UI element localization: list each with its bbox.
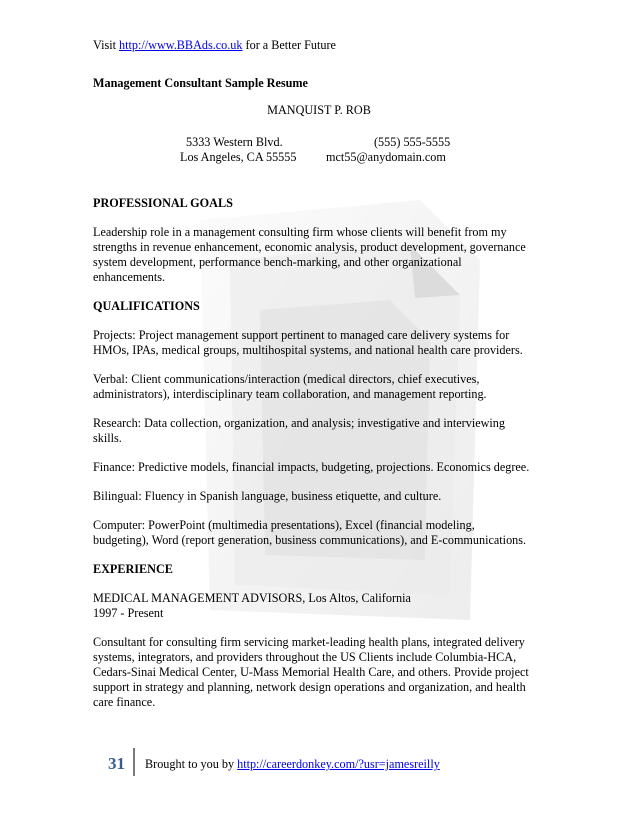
visit-prefix: Visit (93, 38, 120, 52)
document-title: Management Consultant Sample Resume (93, 76, 308, 90)
footer-credit-prefix: Brought to you by (145, 757, 238, 771)
qualification-computer: Computer: PowerPoint (multimedia presentations), Excel (financial modeling, budgeting), Word (report generation, business communications), and E-communications. (93, 518, 527, 547)
professional-goals-text: Leadership role in a management consulting firm whose clients will benefit from my strengths in revenue enhancement, economic analysis, product development, governance system development, performance bench-marking, and other organizational enhancements. (93, 225, 526, 284)
phone-number: (555) 555-5555 (374, 135, 451, 149)
qualification-verbal: Verbal: Client communications/interaction (medical directors, chief executives, administrators), interdisciplinary team collaboration, and management reporting. (93, 372, 487, 401)
visit-suffix: for a Better Future (242, 38, 336, 52)
qualification-bilingual: Bilingual: Fluency in Spanish language, business etiquette, and culture. (93, 489, 442, 503)
qualification-research: Research: Data collection, organization, and analysis; investigative and interviewing skills. (93, 416, 505, 445)
employer-and-dates: MEDICAL MANAGEMENT ADVISORS, Los Altos, California 1997 - Present (93, 591, 411, 620)
qualification-finance: Finance: Predictive models, financial impacts, budgeting, projections. Economics degree. (93, 460, 530, 474)
professional-goals-heading: PROFESSIONAL GOALS (93, 196, 233, 210)
resume-body (93, 196, 553, 724)
footer-divider (133, 748, 135, 776)
page-number: 31 (108, 754, 125, 773)
experience-description: Consultant for consulting firm servicing market-leading health plans, integrated delivery systems, integrators, and providers throughout the US Clients include Columbia-HCA, Cedars-Sinai Medical Center, U-Mass Memorial Health Care, and others. Provide project support in strategy and planning, network design operations and organization, and health care finance. (93, 635, 529, 709)
careerdonkey-link[interactable]: http://careerdonkey.com/?usr=jamesreilly (237, 757, 440, 771)
bbads-link[interactable]: http://www.BBAds.co.uk (119, 38, 243, 52)
address-line-1: 5333 Western Blvd. (186, 135, 283, 149)
top-visit-line (93, 38, 336, 53)
qualification-projects: Projects: Project management support pertinent to managed care delivery systems for HMOs, IPAs, medical groups, multihospital systems, and national health care providers. (93, 328, 523, 357)
qualifications-heading: QUALIFICATIONS (93, 299, 200, 313)
experience-heading: EXPERIENCE (93, 562, 173, 576)
candidate-name: MANQUIST P. ROB (267, 103, 371, 117)
email-address: mct55@anydomain.com (326, 150, 446, 164)
footer-credit (145, 757, 440, 772)
address-line-2: Los Angeles, CA 55555 (180, 150, 297, 164)
